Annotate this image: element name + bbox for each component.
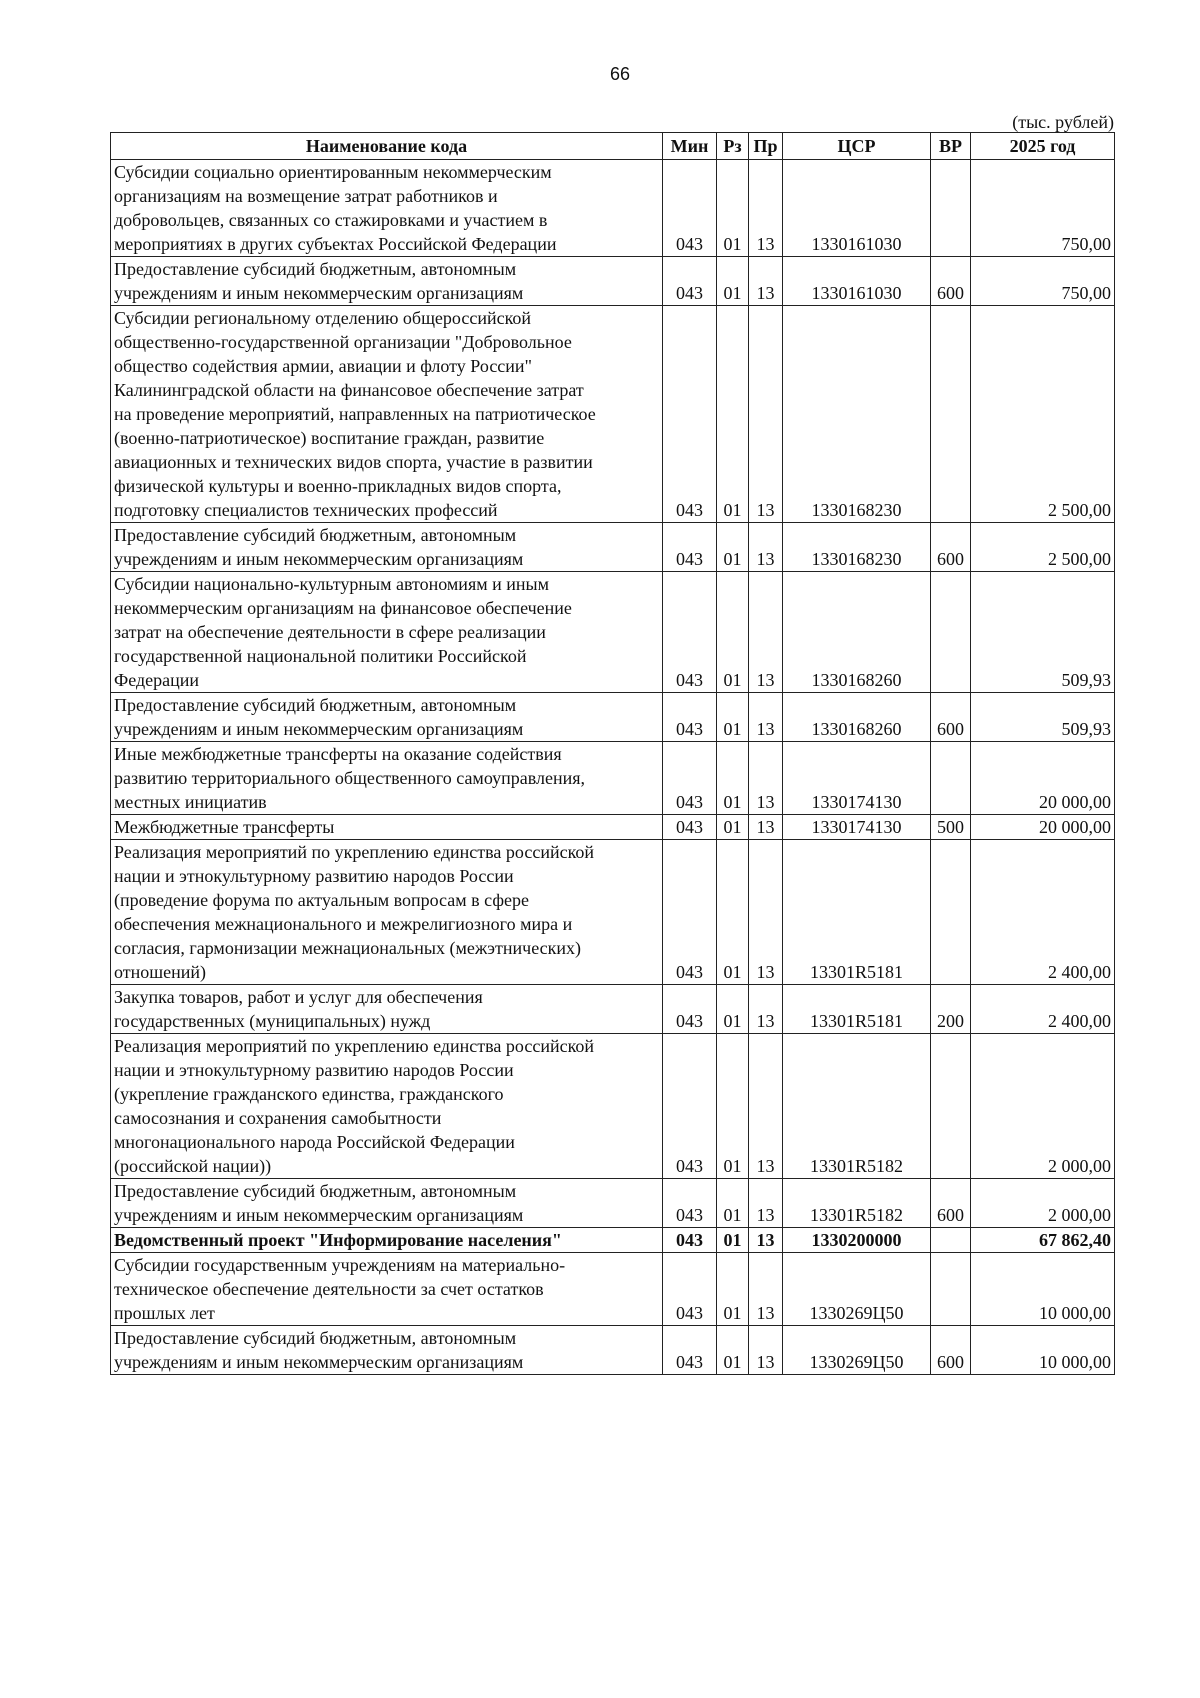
row-name: Предоставление субсидий бюджетным, автономным учреждениям и иным некоммерческим организациям <box>111 1326 663 1375</box>
row-rz: 01 <box>717 693 749 742</box>
row-rz: 01 <box>717 1326 749 1375</box>
table-row <box>111 840 1115 985</box>
row-vr <box>931 1228 971 1253</box>
row-name: Закупка товаров, работ и услуг для обеспечения государственных (муниципальных) нужд <box>111 985 663 1034</box>
row-sum: 10 000,00 <box>971 1326 1115 1375</box>
row-name: Предоставление субсидий бюджетным, автономным учреждениям и иным некоммерческим организациям <box>111 693 663 742</box>
row-csr: 13301R5181 <box>783 840 931 985</box>
units-label: (тыс. рублей) <box>1012 112 1114 132</box>
table-row <box>111 985 1115 1034</box>
row-pr: 13 <box>749 1034 783 1179</box>
header-rz: Рз <box>717 133 749 160</box>
row-csr: 1330269Ц50 <box>783 1326 931 1375</box>
row-name: Субсидии государственным учреждениям на материально- техническое обеспечение деятельности за счет остатков прошлых лет <box>111 1253 663 1326</box>
table-row <box>111 1034 1115 1179</box>
row-pr: 13 <box>749 985 783 1034</box>
row-name: Реализация мероприятий по укреплению единства российской нации и этнокультурному развитию народов России (проведение форума по актуальным вопросам в сфере обеспечения межнационального и межрелигиозного мира и согласия, гармонизации межнациональных (межэтнических) отношений) <box>111 840 663 985</box>
row-vr <box>931 1034 971 1179</box>
row-rz: 01 <box>717 1034 749 1179</box>
row-csr: 1330161030 <box>783 160 931 257</box>
header-vr: ВР <box>931 133 971 160</box>
header-csr: ЦСР <box>783 133 931 160</box>
row-min: 043 <box>663 257 717 306</box>
row-csr: 1330168230 <box>783 306 931 523</box>
row-pr: 13 <box>749 160 783 257</box>
row-rz: 01 <box>717 742 749 815</box>
row-min: 043 <box>663 815 717 840</box>
row-pr: 13 <box>749 523 783 572</box>
row-csr: 1330161030 <box>783 257 931 306</box>
row-vr <box>931 742 971 815</box>
row-min: 043 <box>663 985 717 1034</box>
row-pr: 13 <box>749 1228 783 1253</box>
row-rz: 01 <box>717 815 749 840</box>
header-name: Наименование кода <box>111 133 663 160</box>
row-csr: 1330200000 <box>783 1228 931 1253</box>
row-pr: 13 <box>749 306 783 523</box>
row-min: 043 <box>663 306 717 523</box>
row-min: 043 <box>663 1228 717 1253</box>
row-vr: 600 <box>931 693 971 742</box>
row-min: 043 <box>663 693 717 742</box>
header-pr: Пр <box>749 133 783 160</box>
row-sum: 2 000,00 <box>971 1034 1115 1179</box>
row-name: Предоставление субсидий бюджетным, автономным учреждениям и иным некоммерческим организациям <box>111 1179 663 1228</box>
row-pr: 13 <box>749 815 783 840</box>
row-sum: 509,93 <box>971 693 1115 742</box>
row-pr: 13 <box>749 840 783 985</box>
row-csr: 13301R5181 <box>783 985 931 1034</box>
row-csr: 1330168260 <box>783 693 931 742</box>
table-row <box>111 1179 1115 1228</box>
row-min: 043 <box>663 523 717 572</box>
row-vr <box>931 572 971 693</box>
row-sum: 750,00 <box>971 257 1115 306</box>
row-name: Межбюджетные трансферты <box>111 815 663 840</box>
header-min: Мин <box>663 133 717 160</box>
row-sum: 2 500,00 <box>971 306 1115 523</box>
row-sum: 20 000,00 <box>971 815 1115 840</box>
row-csr: 1330174130 <box>783 815 931 840</box>
row-vr <box>931 840 971 985</box>
table-body <box>111 160 1115 1375</box>
row-rz: 01 <box>717 572 749 693</box>
table-header-row <box>111 133 1115 160</box>
row-name: Субсидии социально ориентированным некоммерческим организациям на возмещение затрат работников и добровольцев, связанных со стажировками и участием в мероприятиях в других субъектах Российской Федерации <box>111 160 663 257</box>
row-rz: 01 <box>717 523 749 572</box>
row-pr: 13 <box>749 1326 783 1375</box>
row-pr: 13 <box>749 742 783 815</box>
row-min: 043 <box>663 1253 717 1326</box>
row-csr: 13301R5182 <box>783 1179 931 1228</box>
row-pr: 13 <box>749 1253 783 1326</box>
row-name: Ведомственный проект "Информирование населения" <box>111 1228 663 1253</box>
table-row <box>111 693 1115 742</box>
row-name: Предоставление субсидий бюджетным, автономным учреждениям и иным некоммерческим организациям <box>111 257 663 306</box>
row-rz: 01 <box>717 257 749 306</box>
page-number: 66 <box>609 64 631 84</box>
row-csr: 1330174130 <box>783 742 931 815</box>
row-rz: 01 <box>717 840 749 985</box>
row-rz: 01 <box>717 160 749 257</box>
table-row <box>111 1253 1115 1326</box>
row-vr: 600 <box>931 257 971 306</box>
header-year: 2025 год <box>971 133 1115 160</box>
row-vr: 600 <box>931 1326 971 1375</box>
table-row <box>111 306 1115 523</box>
row-name: Субсидии региональному отделению общероссийской общественно-государственной организации "Добровольное общество содействия армии, авиации и флоту России" Калининградской области на финансовое обеспечение затрат на проведение мероприятий, направленных на патриотическое (военно-патриотическое) воспитание граждан, развитие авиационных и технических видов спорта, участие в развитии физической культуры и военно-прикладных видов спорта, подготовку специалистов технических профессий <box>111 306 663 523</box>
row-rz: 01 <box>717 1253 749 1326</box>
row-sum: 2 400,00 <box>971 985 1115 1034</box>
row-pr: 13 <box>749 693 783 742</box>
row-min: 043 <box>663 742 717 815</box>
row-name: Иные межбюджетные трансферты на оказание содействия развитию территориального общественного самоуправления, местных инициатив <box>111 742 663 815</box>
table-row <box>111 572 1115 693</box>
row-rz: 01 <box>717 985 749 1034</box>
table-row <box>111 815 1115 840</box>
table-row <box>111 1228 1115 1253</box>
row-min: 043 <box>663 160 717 257</box>
table-row <box>111 257 1115 306</box>
table-row <box>111 1326 1115 1375</box>
budget-table <box>110 132 1115 1375</box>
row-min: 043 <box>663 1326 717 1375</box>
row-min: 043 <box>663 840 717 985</box>
row-sum: 509,93 <box>971 572 1115 693</box>
row-sum: 67 862,40 <box>971 1228 1115 1253</box>
row-name: Реализация мероприятий по укреплению единства российской нации и этнокультурному развитию народов России (укрепление гражданского единства, гражданского самосознания и сохранения самобытности многонационального народа Российской Федерации (российской нации)) <box>111 1034 663 1179</box>
row-rz: 01 <box>717 1179 749 1228</box>
row-name: Субсидии национально-культурным автономиям и иным некоммерческим организациям на финансовое обеспечение затрат на обеспечение деятельности в сфере реализации государственной национальной политики Российской Федерации <box>111 572 663 693</box>
row-sum: 750,00 <box>971 160 1115 257</box>
row-rz: 01 <box>717 1228 749 1253</box>
row-vr <box>931 1253 971 1326</box>
row-rz: 01 <box>717 306 749 523</box>
row-min: 043 <box>663 1034 717 1179</box>
row-vr: 600 <box>931 1179 971 1228</box>
table-row <box>111 523 1115 572</box>
row-sum: 2 000,00 <box>971 1179 1115 1228</box>
table-row <box>111 160 1115 257</box>
row-vr <box>931 160 971 257</box>
row-min: 043 <box>663 572 717 693</box>
row-vr: 500 <box>931 815 971 840</box>
row-vr: 200 <box>931 985 971 1034</box>
row-name: Предоставление субсидий бюджетным, автономным учреждениям и иным некоммерческим организациям <box>111 523 663 572</box>
row-sum: 2 500,00 <box>971 523 1115 572</box>
row-pr: 13 <box>749 257 783 306</box>
row-min: 043 <box>663 1179 717 1228</box>
table-row <box>111 742 1115 815</box>
row-sum: 10 000,00 <box>971 1253 1115 1326</box>
row-csr: 13301R5182 <box>783 1034 931 1179</box>
row-pr: 13 <box>749 1179 783 1228</box>
row-csr: 1330168260 <box>783 572 931 693</box>
row-vr: 600 <box>931 523 971 572</box>
row-sum: 2 400,00 <box>971 840 1115 985</box>
row-vr <box>931 306 971 523</box>
row-sum: 20 000,00 <box>971 742 1115 815</box>
row-csr: 1330168230 <box>783 523 931 572</box>
row-csr: 1330269Ц50 <box>783 1253 931 1326</box>
row-pr: 13 <box>749 572 783 693</box>
